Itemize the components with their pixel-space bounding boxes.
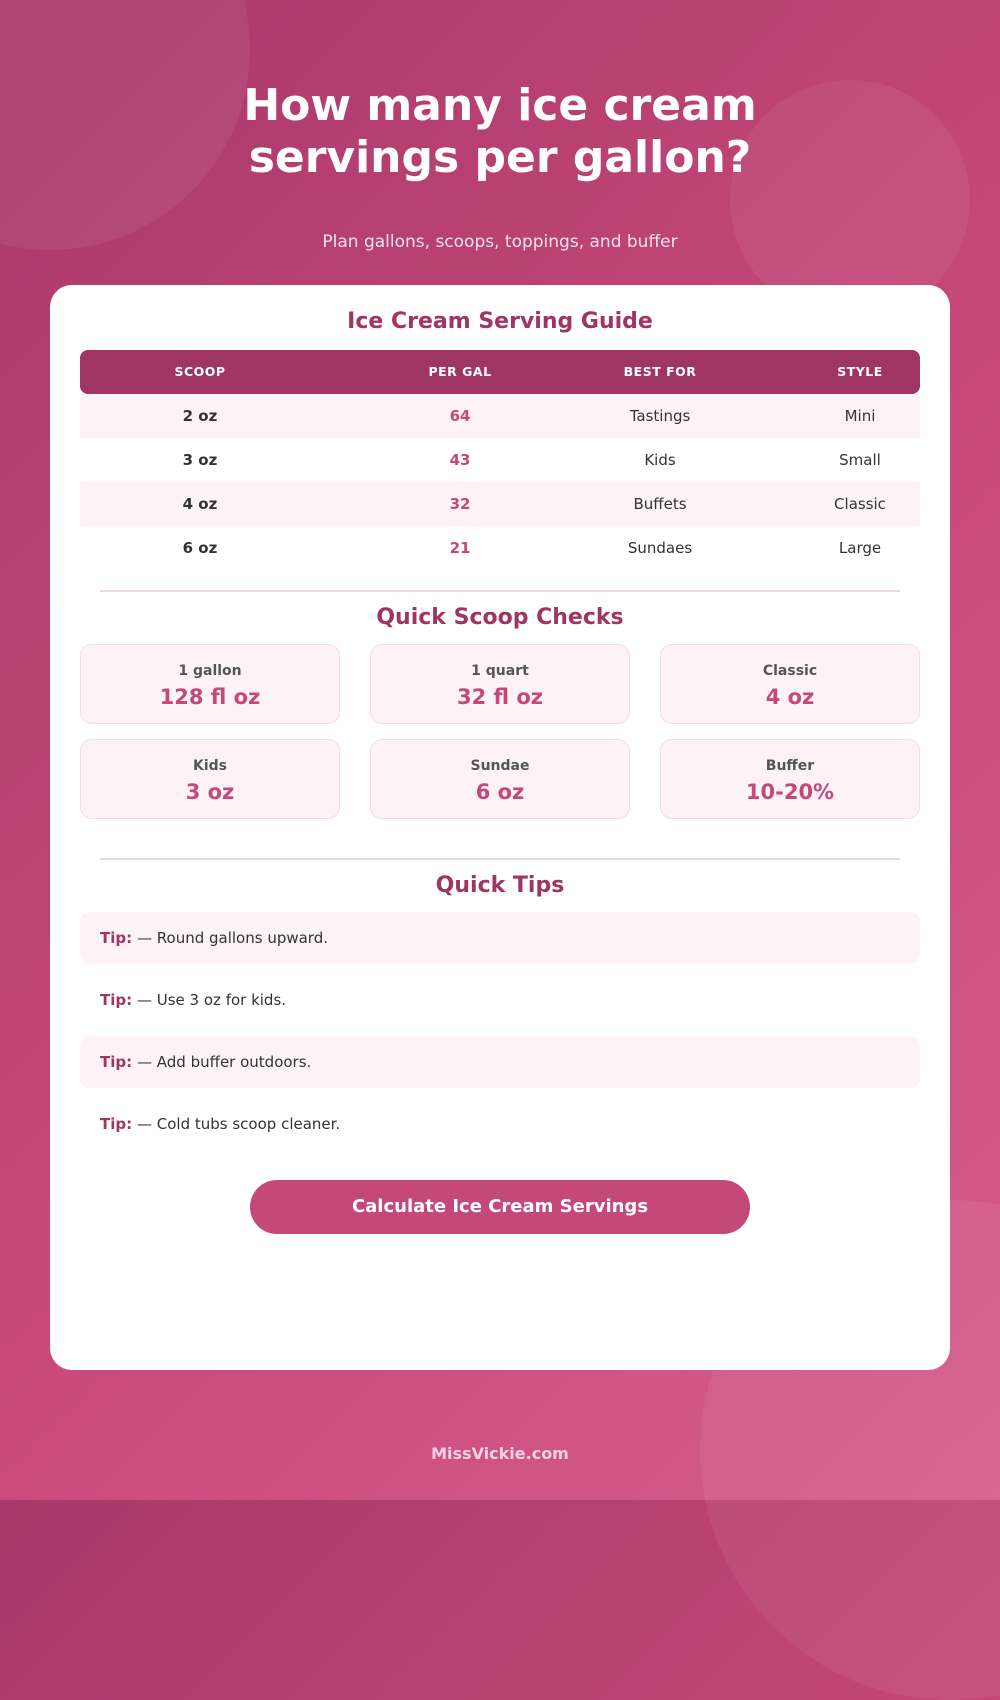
scoop-check-card [660, 739, 920, 819]
best-for: Tastings [629, 407, 691, 425]
check-label: Kids [192, 758, 227, 774]
check-value: 128 fl oz [159, 685, 261, 709]
scoop-size: 2 oz [182, 407, 218, 425]
guide-title: Ice Cream Serving Guide [347, 309, 653, 334]
best-for: Sundaes [627, 539, 693, 557]
check-label: Classic [762, 663, 818, 679]
content-card [50, 285, 950, 1370]
calculate-servings-button[interactable]: Calculate Ice Cream Servings [250, 1180, 750, 1234]
checks-title: Quick Scoop Checks [376, 605, 624, 630]
check-label: 1 gallon [178, 663, 242, 679]
tip-text: — Cold tubs scoop cleaner. [137, 1115, 341, 1133]
column-header-scoop: SCOOP [174, 364, 226, 379]
check-label: Buffer [765, 758, 815, 774]
table-row [80, 394, 920, 438]
scoop-size: 3 oz [182, 451, 218, 469]
servings-per-gallon: 43 [449, 451, 471, 469]
servings-per-gallon: 64 [449, 407, 471, 425]
scoop-check-card [370, 644, 630, 724]
tip-item [80, 1098, 920, 1150]
check-value: 3 oz [185, 780, 235, 804]
tip-text: — Use 3 oz for kids. [137, 991, 287, 1009]
check-value: 32 fl oz [456, 685, 544, 709]
section-divider [100, 858, 900, 860]
hero-title-line: How many ice cream [243, 80, 757, 131]
tip-item [80, 912, 920, 964]
column-header-style: STYLE [837, 364, 883, 379]
hero-title-line: servings per gallon? [248, 132, 752, 183]
table-header [80, 350, 920, 394]
footer-site-name: MissVickie.com [431, 1444, 569, 1463]
column-header-per-gal: PER GAL [428, 364, 492, 379]
style: Classic [834, 495, 886, 513]
tip-label: Tip: [100, 1053, 133, 1071]
tip-label: Tip: [100, 1115, 133, 1133]
scoop-check-card [660, 644, 920, 724]
check-value: 10-20% [745, 780, 835, 804]
table-row [80, 526, 920, 570]
column-header-best-for: BEST FOR [623, 364, 697, 379]
scoop-size: 6 oz [182, 539, 218, 557]
table-row [80, 482, 920, 526]
tip-item [80, 1036, 920, 1088]
best-for: Buffets [633, 495, 687, 513]
check-label: Sundae [470, 758, 530, 774]
style: Mini [844, 407, 876, 425]
scoop-size: 4 oz [182, 495, 218, 513]
tips-title: Quick Tips [435, 873, 565, 898]
style: Large [838, 539, 882, 557]
hero-title [0, 80, 1000, 184]
tip-item [80, 974, 920, 1026]
scoop-check-card [80, 739, 340, 819]
scoop-check-card [80, 644, 340, 724]
hero-subtitle: Plan gallons, scoops, toppings, and buffer [322, 232, 678, 252]
tip-label: Tip: [100, 929, 133, 947]
check-value: 4 oz [765, 685, 815, 709]
check-label: 1 quart [471, 663, 529, 679]
best-for: Kids [644, 451, 676, 469]
style: Small [839, 451, 881, 469]
servings-per-gallon: 21 [449, 539, 471, 557]
servings-per-gallon: 32 [449, 495, 471, 513]
tip-text: — Round gallons upward. [137, 929, 328, 947]
serving-guide-table [80, 350, 920, 570]
tip-text: — Add buffer outdoors. [137, 1053, 312, 1071]
scoop-check-card [370, 739, 630, 819]
tip-label: Tip: [100, 991, 133, 1009]
table-row [80, 438, 920, 482]
section-divider [100, 590, 900, 592]
check-value: 6 oz [475, 780, 525, 804]
